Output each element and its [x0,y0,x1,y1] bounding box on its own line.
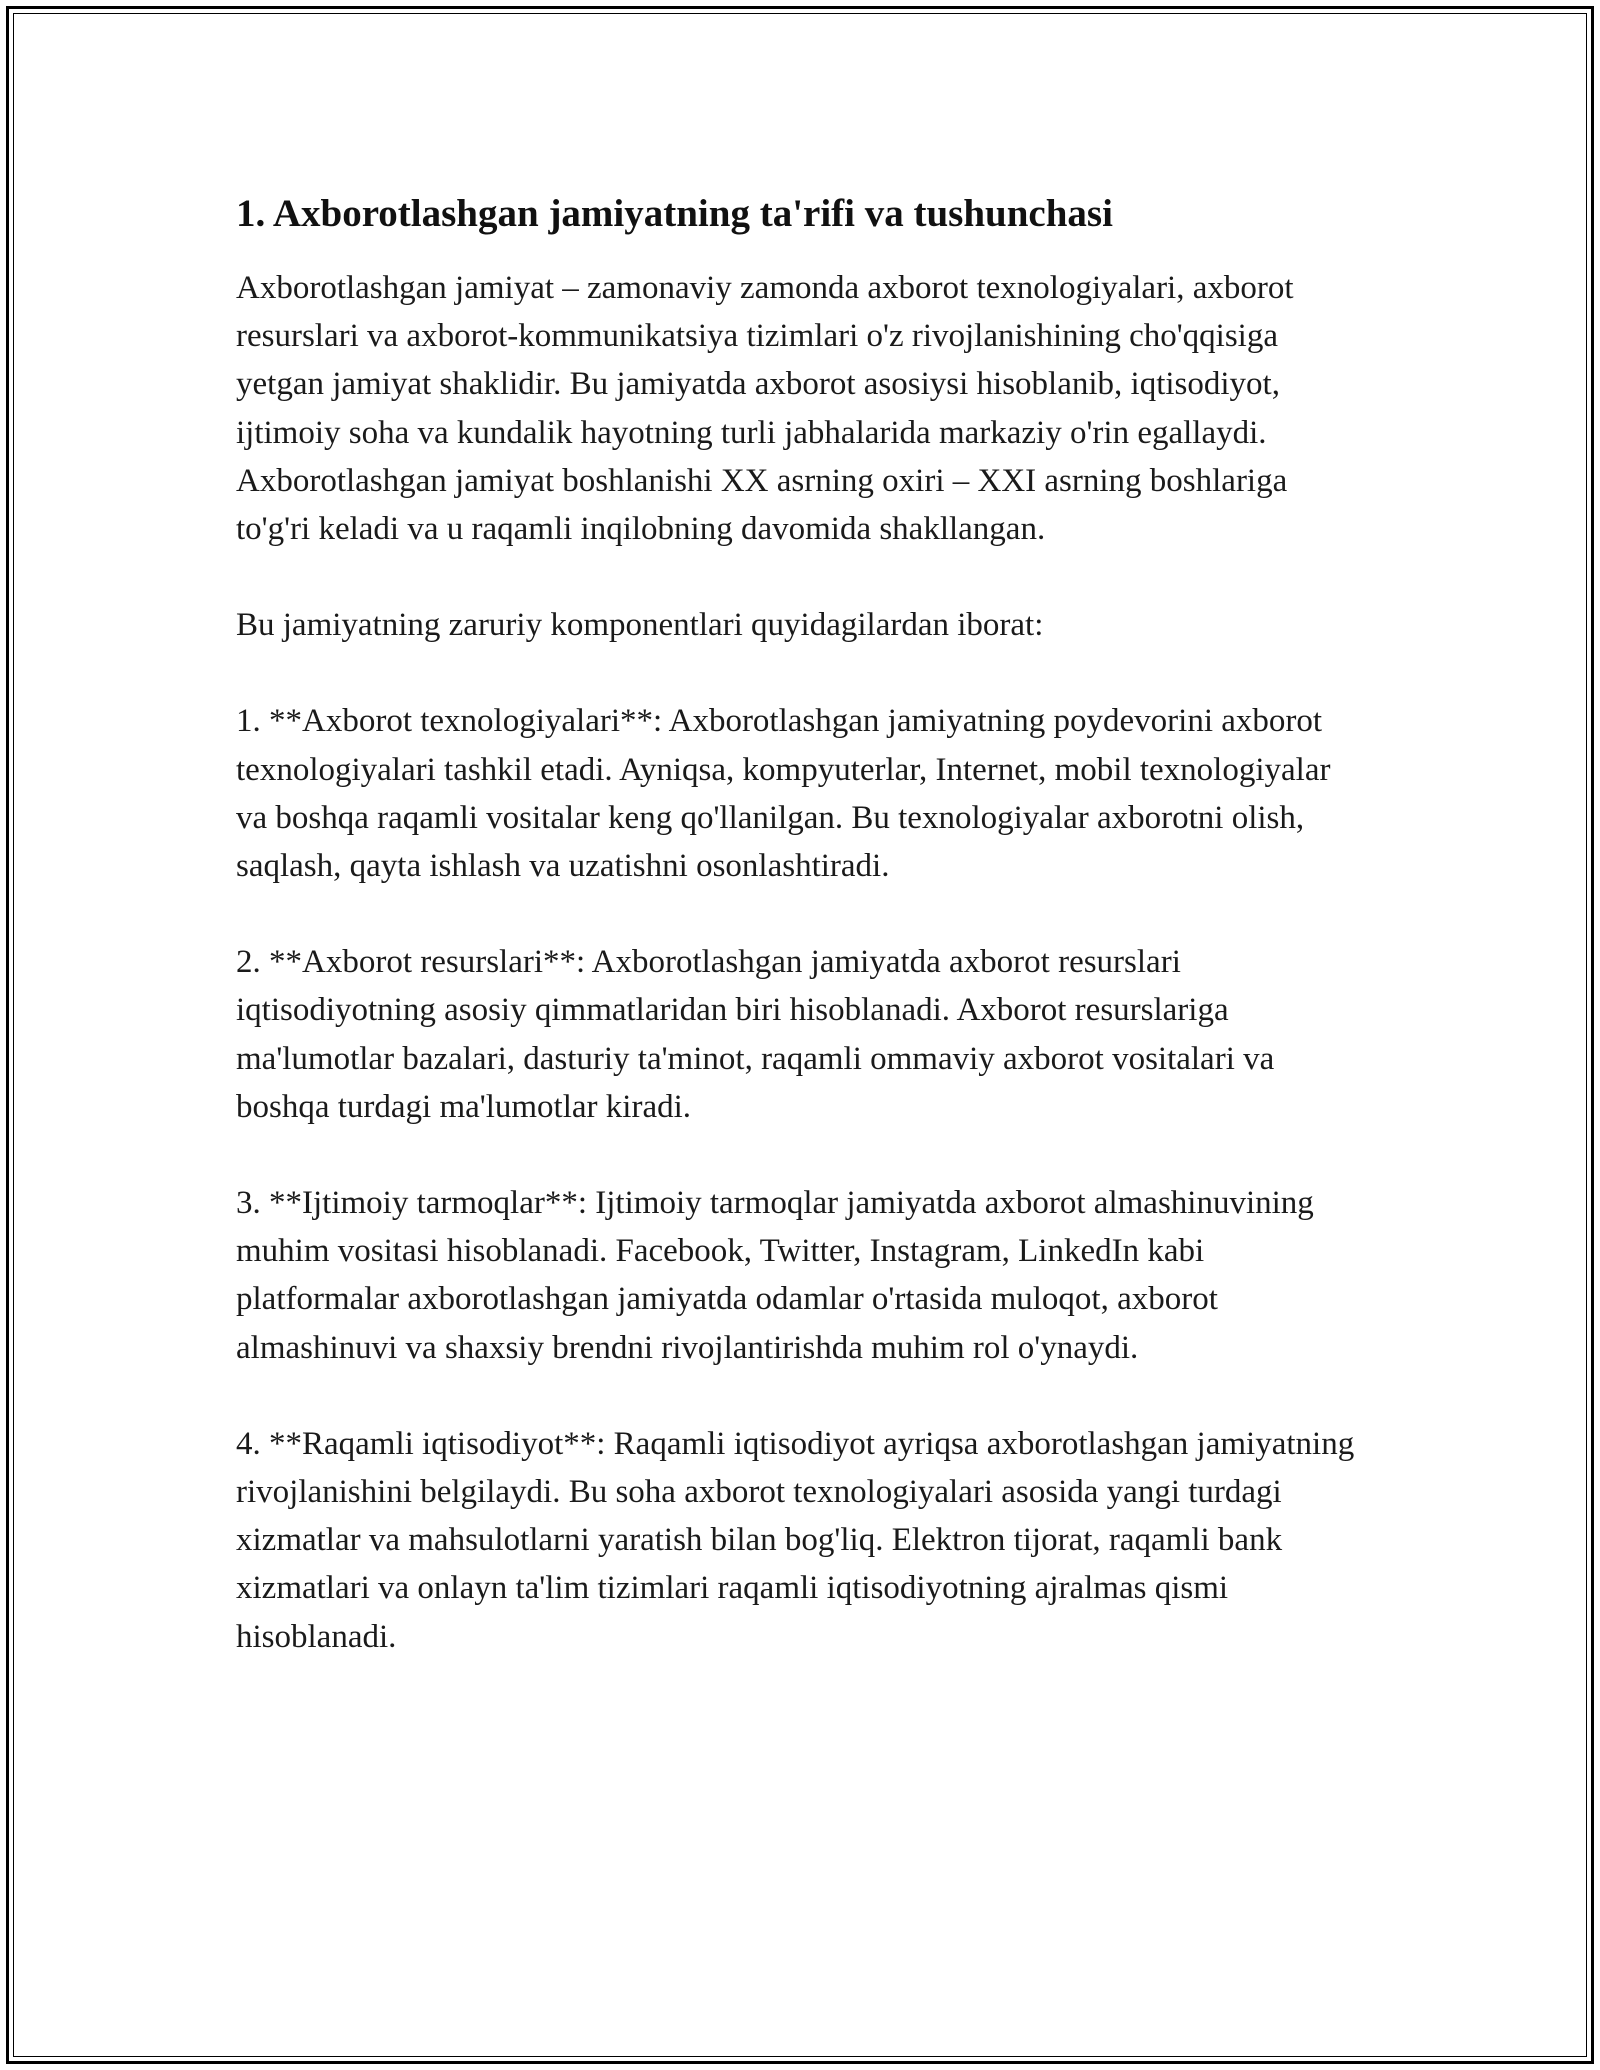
document-body [236,186,1366,1709]
section-heading: 1. Axborotlashgan jamiyatning ta'rifi va tushunchasi [236,192,1113,235]
paragraph-item-3-social-networks: 3. **Ijtimoiy tarmoqlar**: Ijtimoiy tarmoqlar jamiyatda axborot almashinuvining muhim vositasi hisoblanadi. Facebook, Twitter, Instagram, LinkedIn kabi platformalar axborotlashgan jamiyatda odamlar o'rtasida muloqot, axborot almashinuvi va shaxsiy brendni rivojlantirishda muhim rol o'ynaydi. [236,1185,1314,1366]
paragraph-components-intro: Bu jamiyatning zaruriy komponentlari quyidagilardan iborat: [236,607,1044,644]
paragraph-item-2-resources: 2. **Axborot resurslari**: Axborotlashgan jamiyatda axborot resurslari iqtisodiyotning asosiy qimmatlaridan biri hisoblanadi. Axborot resurslariga ma'lumotlar bazalari, dasturiy ta'minot, raqamli ommaviy axborot vositalari va boshqa turdagi ma'lumotlar kiradi. [236,944,1275,1125]
paragraph-definition: Axborotlashgan jamiyat – zamonaviy zamonda axborot texnologiyalari, axborot resurslari va axborot-kommunikatsiya tizimlari o'z rivojlanishining cho'qqisiga yetgan jamiyat shaklidir. Bu jamiyatda axborot asosiysi hisoblanib, iqtisodiyot, ijtimoiy soha va kundalik hayotning turli jabhalarida markaziy o'rin egallaydi. Axborotlashgan jamiyat boshlanishi XX asrning oxiri – XXI asrning boshlariga to'g'ri keladi va u raqamli inqilobning davomida shakllangan. [236,270,1294,548]
paragraph-item-4-digital-economy: 4. **Raqamli iqtisodiyot**: Raqamli iqtisodiyot ayriqsa axborotlashgan jamiyatning rivojlanishini belgilaydi. Bu soha axborot texnologiyalari asosida yangi turdagi xizmatlar va mahsulotlarni yaratish bilan bog'liq. Elektron tijorat, raqamli bank xizmatlari va onlayn ta'lim tizimlari raqamli iqtisodiyotning ajralmas qismi hisoblanadi. [236,1425,1355,1655]
paragraph-item-1-technologies: 1. **Axborot texnologiyalari**: Axborotlashgan jamiyatning poydevorini axborot texnologiyalari tashkil etadi. Ayniqsa, kompyuterlar, Internet, mobil texnologiyalar va boshqa raqamli vositalar keng qo'llanilgan. Bu texnologiyalar axborotni olish, saqlash, qayta ishlash va uzatishni osonlashtiradi. [236,703,1331,885]
